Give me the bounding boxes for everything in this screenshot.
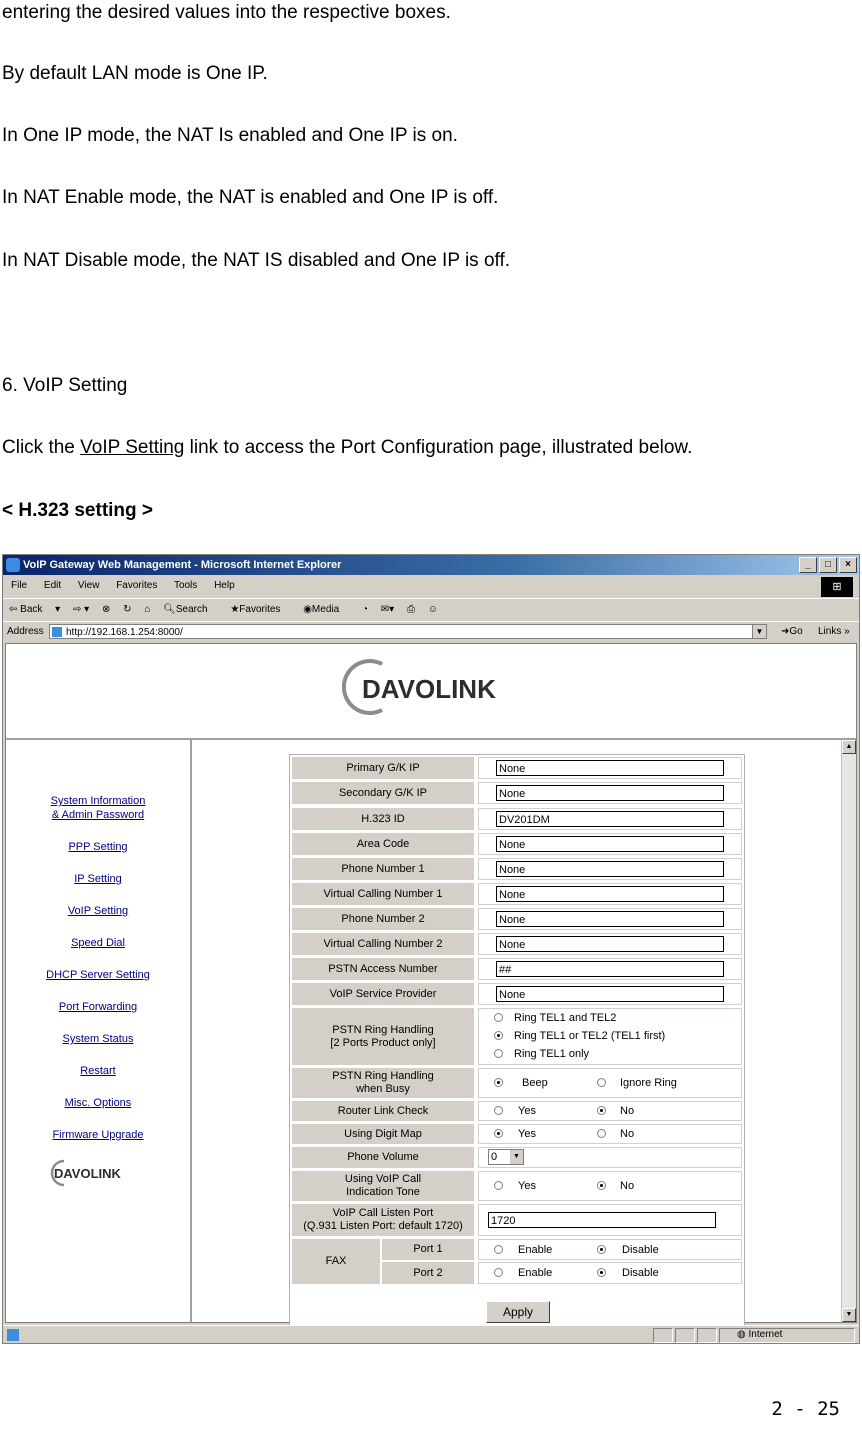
fax2-disable-label: Disable	[622, 1267, 659, 1279]
volume-select[interactable]	[488, 1149, 524, 1165]
toolbar	[3, 598, 859, 621]
paragraph-values: entering the desired values into the respective boxes.	[2, 2, 451, 23]
fax2-disable-radio[interactable]	[597, 1268, 606, 1277]
apply-button[interactable]: Apply	[486, 1301, 550, 1323]
label-volume: Phone Volume	[292, 1147, 474, 1168]
davolink-logo	[342, 658, 532, 716]
ring-first-label: Ring TEL1 or TEL2 (TEL1 first)	[514, 1030, 666, 1042]
paragraph-click	[2, 437, 692, 459]
refresh-icon[interactable]: ↻	[123, 604, 132, 615]
digitmap-no-label: No	[620, 1128, 635, 1140]
status-segment-1	[653, 1328, 673, 1343]
ring-both-radio[interactable]	[494, 1013, 503, 1022]
go-button[interactable]: ➜Go	[781, 626, 803, 637]
ring-tel1-radio[interactable]	[494, 1049, 503, 1058]
favorites-button[interactable]: ★Favorites	[230, 604, 281, 615]
label-virtual-1: Virtual Calling Number 1	[292, 883, 474, 905]
nav-restart[interactable]: Restart	[80, 1065, 116, 1077]
scroll-up-icon[interactable]: ▲	[842, 740, 856, 754]
status-zone-label: Internet	[748, 1329, 783, 1340]
fax1-disable-label: Disable	[622, 1244, 659, 1256]
tone-yes-label: Yes	[518, 1180, 536, 1192]
paragraph-nat-enable: In NAT Enable mode, the NAT is enabled and One IP is off.	[2, 187, 499, 208]
fax2-enable-label: Enable	[518, 1267, 553, 1279]
router-no-radio[interactable]	[597, 1106, 606, 1115]
label-h323-id: H.323 ID	[292, 808, 474, 830]
nav-frame	[6, 740, 192, 1322]
router-yes-label: Yes	[518, 1105, 536, 1117]
window-title: VoIP Gateway Web Management - Microsoft Internet Explorer	[23, 559, 342, 571]
main-frame	[192, 740, 842, 1322]
digitmap-yes-label: Yes	[518, 1128, 536, 1140]
nav-system-information[interactable]: System Information	[50, 795, 146, 807]
label-phone-2: Phone Number 2	[292, 908, 474, 930]
mail-icon[interactable]: ✉▾	[380, 604, 395, 615]
chevron-down-icon: ▼	[510, 1150, 523, 1164]
tone-no-label: No	[620, 1180, 635, 1192]
listen-port-input[interactable]: 1720	[488, 1212, 716, 1228]
ring-both-label: Ring TEL1 and TEL2	[514, 1012, 617, 1024]
forward-button[interactable]: ⇨ ▾	[73, 604, 90, 615]
menu-tools[interactable]: Tools	[173, 580, 198, 591]
label-tone	[292, 1171, 474, 1201]
search-label: Search	[175, 604, 208, 615]
close-button[interactable]: ×	[839, 557, 857, 573]
area-code-input[interactable]: None	[496, 836, 724, 852]
label-secondary-gk: Secondary G/K IP	[292, 782, 474, 804]
maximize-button[interactable]: □	[819, 557, 837, 573]
voip-setting-link[interactable]: VoIP Setting	[80, 437, 185, 458]
busy-label-2: when Busy	[356, 1083, 410, 1095]
search-button[interactable]: 🔍︎Search	[163, 604, 208, 615]
fax1-enable-radio[interactable]	[494, 1245, 503, 1254]
nav-admin-password[interactable]: & Admin Password	[51, 809, 145, 821]
logo-text: DAVOLINK	[362, 674, 496, 704]
menu-file[interactable]: File	[11, 580, 28, 591]
history-icon[interactable]: ◔	[361, 604, 368, 615]
status-page-icon	[7, 1329, 19, 1341]
nav-port-forwarding[interactable]: Port Forwarding	[58, 1001, 138, 1013]
nav-ppp-setting[interactable]: PPP Setting	[68, 841, 128, 853]
click-suffix: link to access the Port Configuration page, illustrated below.	[184, 437, 693, 458]
listen-label-1: VoIP Call Listen Port	[332, 1207, 434, 1219]
secondary-gk-input[interactable]: None	[496, 785, 724, 801]
label-busy	[292, 1068, 474, 1098]
router-no-label: No	[620, 1105, 635, 1117]
volume-value: 0	[491, 1151, 498, 1163]
nav-system-status[interactable]: System Status	[62, 1033, 134, 1045]
pstn-access-input[interactable]: ##	[496, 961, 724, 977]
browser-window	[2, 554, 860, 1344]
busy-label-1: PSTN Ring Handling	[332, 1070, 434, 1082]
label-provider: VoIP Service Provider	[292, 983, 474, 1005]
back-label: Back	[20, 604, 43, 615]
label-phone-1: Phone Number 1	[292, 858, 474, 880]
ring-tel1-label: Ring TEL1 only	[514, 1048, 590, 1060]
page-number: 2 - 25	[771, 1398, 840, 1420]
ie-icon	[6, 558, 20, 572]
address-bar	[3, 621, 859, 642]
scroll-down-icon[interactable]: ▼	[842, 1308, 856, 1322]
label-router: Router Link Check	[292, 1101, 474, 1121]
paragraph-nat-disable: In NAT Disable mode, the NAT IS disabled and One IP is off.	[2, 250, 510, 271]
vertical-scrollbar[interactable]	[841, 740, 856, 1322]
fax2-enable-radio[interactable]	[494, 1268, 503, 1277]
busy-beep-radio[interactable]	[494, 1078, 503, 1087]
provider-input[interactable]: None	[496, 986, 724, 1002]
windows-logo-icon: ⊞	[821, 577, 853, 597]
label-virtual-2: Virtual Calling Number 2	[292, 933, 474, 955]
tone-yes-radio[interactable]	[494, 1181, 503, 1190]
nav-speed-dial[interactable]: Speed Dial	[71, 937, 125, 949]
h323-id-input[interactable]: DV201DM	[496, 811, 724, 827]
paragraph-default-lan: By default LAN mode is One IP.	[2, 63, 268, 84]
phone-2-input[interactable]: None	[496, 911, 724, 927]
label-fax-port-1: Port 1	[382, 1239, 474, 1260]
label-pstn-access: PSTN Access Number	[292, 958, 474, 980]
print-icon[interactable]: ⎙	[406, 604, 415, 615]
section-title: 6. VoIP Setting	[2, 375, 128, 396]
home-icon[interactable]: ⌂	[144, 604, 151, 615]
router-yes-radio[interactable]	[494, 1106, 503, 1115]
busy-beep-label: Beep	[522, 1077, 548, 1089]
busy-ignore-radio[interactable]	[597, 1078, 606, 1087]
listen-label-2: (Q.931 Listen Port: default 1720)	[303, 1220, 463, 1232]
links-button[interactable]: Links »	[818, 626, 850, 637]
media-label: Media	[311, 604, 340, 615]
status-segment-2	[675, 1328, 695, 1343]
tone-no-radio[interactable]	[597, 1181, 606, 1190]
fax1-enable-label: Enable	[518, 1244, 553, 1256]
go-label: Go	[789, 626, 803, 637]
nav-misc-options[interactable]: Misc. Options	[64, 1097, 132, 1109]
menu-help[interactable]: Help	[214, 580, 235, 591]
label-area-code: Area Code	[292, 833, 474, 855]
pstn-ring-label-2: [2 Ports Product only]	[330, 1036, 436, 1049]
primary-gk-input[interactable]: None	[496, 760, 724, 776]
minimize-button[interactable]: _	[799, 557, 817, 573]
address-input[interactable]	[49, 624, 767, 639]
virtual-2-input[interactable]: None	[496, 936, 724, 952]
title-bar	[3, 555, 859, 575]
pstn-ring-label-1: PSTN Ring Handling	[332, 1023, 434, 1036]
menu-edit[interactable]: Edit	[43, 580, 62, 591]
small-logo-text: DAVOLINK	[54, 1166, 121, 1181]
settings-table	[289, 754, 745, 1326]
davolink-small-logo	[44, 1158, 138, 1188]
media-button[interactable]: ◉Media	[303, 604, 340, 615]
page-icon	[52, 627, 62, 637]
nav-firmware-upgrade[interactable]: Firmware Upgrade	[52, 1129, 144, 1141]
tone-label-2: Indication Tone	[346, 1186, 420, 1198]
busy-ignore-label: Ignore Ring	[620, 1077, 677, 1089]
menu-favorites[interactable]: Favorites	[116, 580, 158, 591]
phone-1-input[interactable]: None	[496, 861, 724, 877]
virtual-1-input[interactable]: None	[496, 886, 724, 902]
menu-view[interactable]: View	[77, 580, 100, 591]
label-fax: FAX	[292, 1239, 380, 1284]
paragraph-one-ip: In One IP mode, the NAT Is enabled and One IP is on.	[2, 125, 458, 146]
nav-ip-setting[interactable]: IP Setting	[74, 873, 122, 885]
label-pstn-ring	[292, 1008, 474, 1065]
label-digitmap: Using Digit Map	[292, 1124, 474, 1144]
messenger-icon[interactable]: ☺	[427, 604, 438, 615]
header-frame	[6, 644, 856, 740]
address-label: Address	[7, 626, 44, 637]
status-bar	[3, 1325, 859, 1344]
links-label: Links	[818, 626, 842, 637]
nav-voip-setting[interactable]: VoIP Setting	[67, 905, 129, 917]
subheading	[2, 500, 153, 522]
fax1-disable-radio[interactable]	[597, 1245, 606, 1254]
label-primary-gk: Primary G/K IP	[292, 757, 474, 779]
favorites-label: Favorites	[239, 604, 281, 615]
subheading-text: < H.323 setting >	[2, 500, 154, 521]
digitmap-no-radio[interactable]	[597, 1129, 606, 1138]
stop-icon[interactable]: ⊗	[101, 604, 111, 615]
tone-label-1: Using VoIP Call	[344, 1173, 422, 1185]
status-zone: ◍ Internet	[737, 1329, 783, 1340]
nav-dhcp-server[interactable]: DHCP Server Setting	[46, 969, 150, 981]
menu-bar	[3, 576, 859, 596]
address-dropdown-icon[interactable]: ▼	[752, 625, 766, 638]
address-value: http://192.168.1.254:8000/	[66, 627, 183, 638]
back-button[interactable]: ⇦ Back ▾	[9, 604, 61, 615]
label-fax-port-2: Port 2	[382, 1262, 474, 1284]
page-viewport	[5, 643, 857, 1323]
ring-first-radio[interactable]	[494, 1031, 503, 1040]
status-segment-3	[697, 1328, 717, 1343]
label-listen-port	[292, 1204, 474, 1236]
digitmap-yes-radio[interactable]	[494, 1129, 503, 1138]
click-prefix: Click the	[2, 437, 81, 458]
